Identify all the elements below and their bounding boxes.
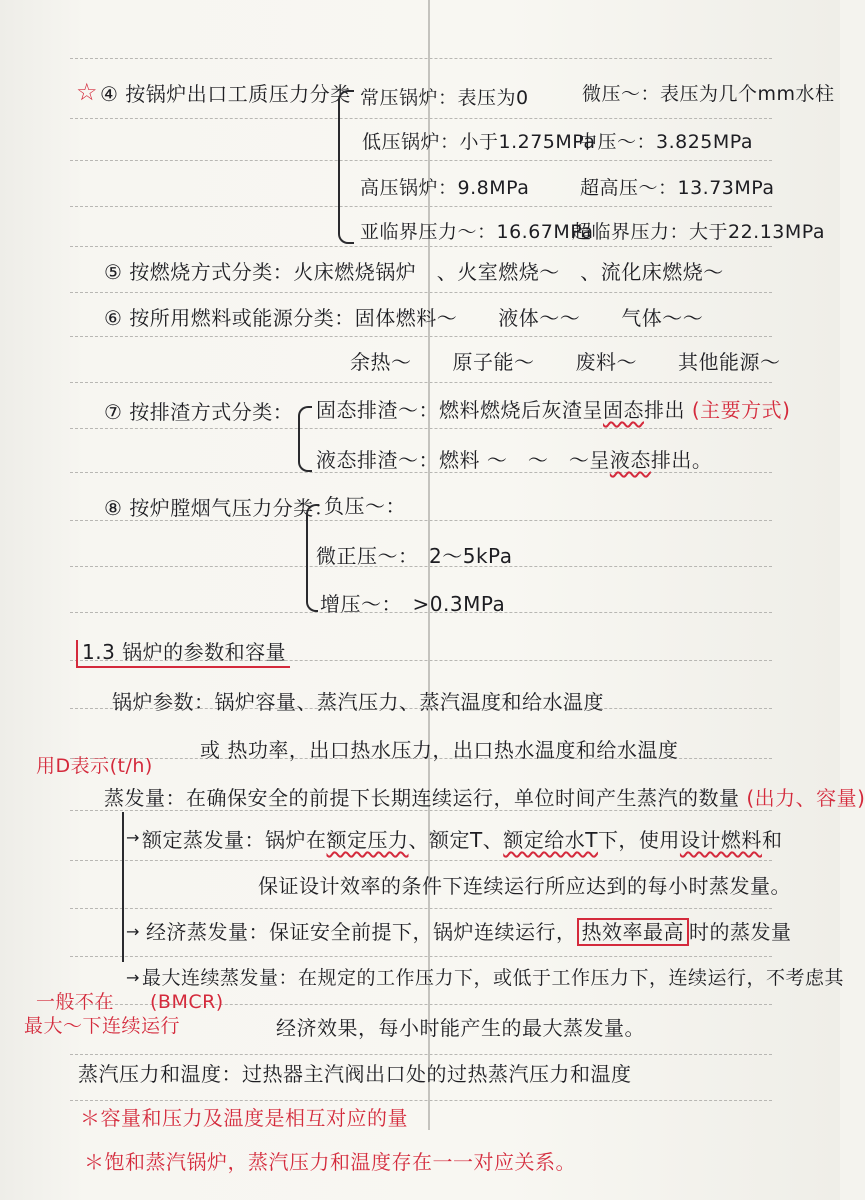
section-5: ⑤ 按燃烧方式分类：火床燃烧锅炉 、火室燃烧～ 、流化床燃烧～ — [104, 260, 724, 284]
rated-text-d: 和 — [761, 828, 783, 852]
arrow-icon: → — [126, 922, 140, 941]
rule-line — [70, 908, 772, 909]
bracket-line — [122, 812, 124, 962]
boiler-params-line1: 锅炉参数：锅炉容量、蒸汽压力、蒸汽温度和给水温度 — [112, 690, 604, 714]
note-saturated-steam: ＊饱和蒸汽锅炉，蒸汽压力和温度存在一一对应关系。 — [84, 1150, 576, 1174]
pressure-class-row4a: 亚临界压力～：16.67MPa — [360, 221, 594, 243]
arrow-icon: → — [126, 968, 140, 987]
economic-text-b: 时的蒸发量 — [689, 920, 792, 944]
micro-positive-pressure: 微正压～： 2～5kPa — [316, 544, 513, 568]
pressure-class-row4b: 超临界压力：大于22.13MPa — [572, 221, 826, 243]
rule-line — [70, 118, 772, 119]
rule-line — [70, 160, 772, 161]
pressure-class-row3a: 高压锅炉：9.8MPa — [360, 177, 530, 199]
rule-line — [70, 382, 772, 383]
solid-slag-end: 排出 — [644, 398, 685, 422]
section-7-label: ⑦ 按排渣方式分类： — [104, 400, 294, 424]
rated-text-a: 额定蒸发量：锅炉在 — [142, 828, 327, 852]
max-efficiency-box: 热效率最高 — [577, 918, 690, 946]
rule-line — [70, 428, 772, 429]
solid-slag-text: 固态排渣～：燃料燃烧后灰渣呈 — [316, 398, 603, 422]
section-7-solid — [316, 398, 790, 422]
margin-note-unit: 用D表示(t/h) — [36, 755, 153, 777]
boiler-params-line2: 或 热功率，出口热水压力，出口热水温度和给水温度 — [200, 738, 679, 762]
bmcr-abbreviation: (BMCR) — [150, 991, 224, 1013]
rule-line — [70, 58, 772, 59]
pressurized: 增压～： >0.3MPa — [320, 592, 506, 616]
rule-line — [70, 956, 772, 957]
rule-line — [70, 246, 772, 247]
liquid-slag-end: 排出。 — [650, 448, 713, 472]
rated-evaporation-line2: 保证设计效率的条件下连续运行所应达到的每小时蒸发量。 — [258, 874, 791, 898]
note-capacity-correspondence: ＊容量和压力及温度是相互对应的量 — [80, 1106, 408, 1130]
solid-state-mark: 固态 — [603, 398, 644, 422]
rated-text-b: 、额定T、 — [408, 828, 504, 852]
margin-note-not-max: 一般不在 — [36, 991, 115, 1013]
capacity-note: (出力、容量) — [746, 786, 865, 810]
arrow-icon: → — [126, 828, 140, 847]
rule-line — [70, 336, 772, 337]
max-continuous-line1: 最大连续蒸发量：在规定的工作压力下，或低于工作压力下，连续运行，不考虑其 — [142, 967, 845, 989]
section-6-line1: ⑥ 按所用燃料或能源分类：固体燃料～ 液体～～ 气体～～ — [104, 306, 704, 330]
rated-evaporation-line1 — [142, 828, 782, 852]
pressure-class-row3b: 超高压～：13.73MPa — [580, 177, 775, 199]
evaporation-text: 蒸发量：在确保安全的前提下长期连续运行，单位时间产生蒸汽的数量 — [104, 786, 740, 810]
steam-pressure-temperature: 蒸汽压力和温度：过热器主汽阀出口处的过热蒸汽压力和温度 — [78, 1062, 632, 1086]
evaporation-def — [104, 786, 865, 810]
brace — [338, 90, 354, 244]
section-4-label: ④ 按锅炉出口工质压力分类 — [100, 82, 351, 106]
liquid-state-mark: 液态 — [609, 448, 651, 472]
rated-pressure-mark: 额定压力 — [326, 828, 409, 852]
economic-text-a: 经济蒸发量：保证安全前提下，锅炉连续运行， — [146, 920, 577, 944]
rule-line — [70, 206, 772, 207]
section-7-liquid — [316, 448, 712, 472]
rule-line — [70, 472, 772, 473]
negative-pressure: 负压～： — [324, 494, 406, 518]
pressure-class-row2a: 低压锅炉：小于1.275MPa — [362, 131, 596, 153]
design-fuel-mark: 设计燃料 — [679, 828, 762, 852]
rule-line — [70, 1054, 772, 1055]
rated-text-c: 下，使用 — [597, 828, 680, 852]
economic-evaporation — [146, 920, 792, 944]
rule-line — [70, 292, 772, 293]
rule-line — [70, 1100, 772, 1101]
rated-feedwater-mark: 额定给水T — [503, 828, 598, 852]
rule-line — [70, 810, 772, 811]
pressure-class-row1a: 常压锅炉：表压为0 — [360, 87, 529, 109]
star-icon: ☆ — [76, 78, 98, 106]
rule-line — [70, 860, 772, 861]
section-heading-1-3: 1.3 锅炉的参数和容量 — [76, 640, 290, 668]
brace — [298, 406, 312, 472]
main-method-note: (主要方式) — [691, 398, 791, 422]
section-6-line2: 余热～ 原子能～ 废料～ 其他能源～ — [350, 350, 781, 374]
pressure-class-row2b: 中压～：3.825MPa — [578, 131, 754, 153]
rule-line — [70, 520, 772, 521]
liquid-slag-text: 液态排渣～：燃料 ～ ～ ～呈 — [316, 448, 610, 472]
margin-note-max-run: 最大～下连续运行 — [24, 1015, 181, 1037]
max-continuous-line2: 经济效果，每小时能产生的最大蒸发量。 — [276, 1016, 645, 1040]
section-8-label: ⑧ 按炉膛烟气压力分类： — [104, 496, 335, 520]
pressure-class-row1b: 微压～：表压为几个mm水柱 — [582, 83, 835, 105]
